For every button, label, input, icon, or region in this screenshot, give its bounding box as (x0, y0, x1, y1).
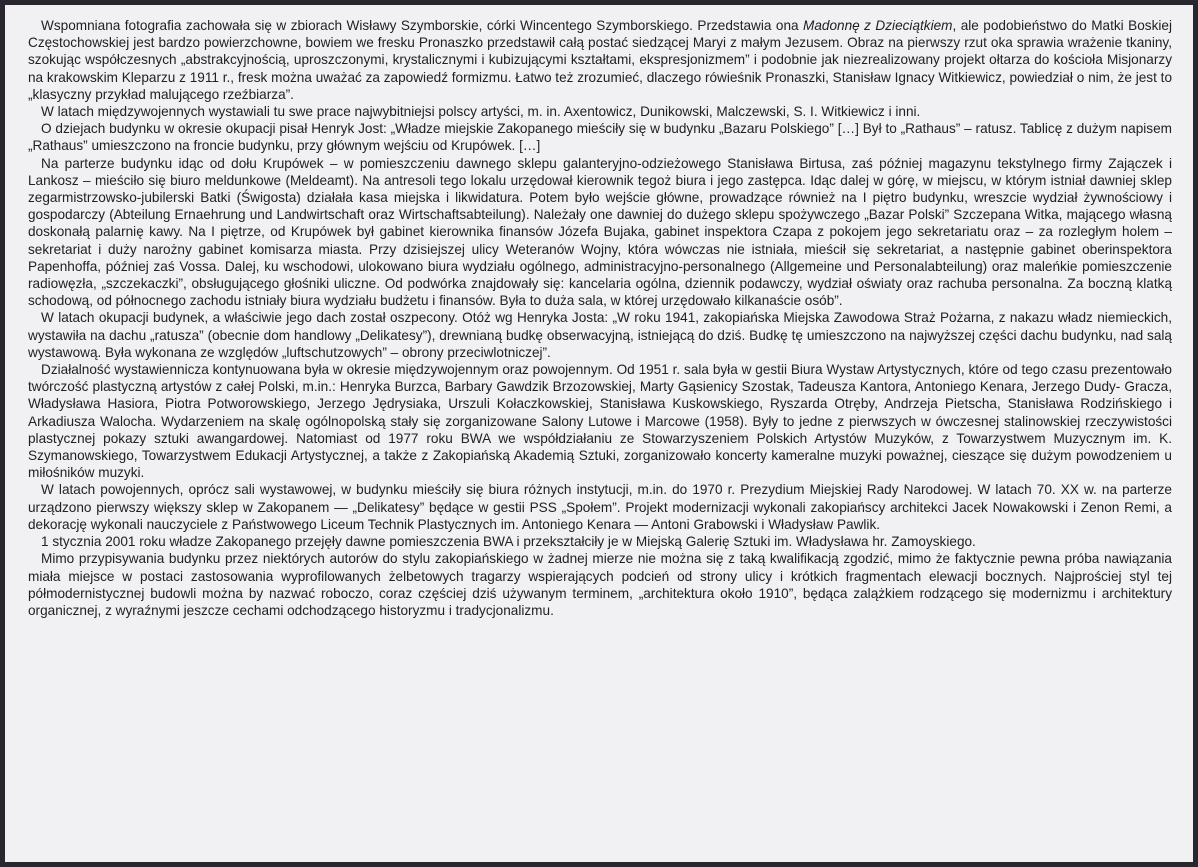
italic-title: Madonnę z Dzieciątkiem (803, 18, 953, 33)
paragraph-occupation-jost: O dziejach budynku w okresie okupacji pisał Henryk Jost: „Władze miejskie Zakopanego mieściły się w budynku „Bazaru Polskiego” […] Był to „Rathaus” – ratusz. Tablicę z dużym napisem „Rathaus” umieszczono na froncie budynku, przy głównym wejściu od Krupówek. […] (28, 121, 1172, 154)
paragraph-exhibitions: Działalność wystawiennicza kontynuowana była w okresie międzywojennym oraz powojennym. Od 1951 r. sala była w gestii Biura Wystaw Artystycznych, które od tego czasu prezentowało twórczość plastyczną artystów z całej Polski, m.in.: Henryka Burzca, Barbary Gawdzik Brzozowskiej, Marty Gąsienicy Szostak, Tadeusza Kantora, Antoniego Kenara, Jerzego Dudy- Gracza, Władysława Hasiora, Piotra Potworowskiego, Jerzego Jędrysiaka, Urszuli Kołaczkowskiej, Stanisława Kuskowskiego, Ryszarda Otręby, Andrzeja Pietscha, Stanisława Rodzińskiego i Arkadiusza Walocha. Wydarzeniem na skalę ogólnopolską stały się zorganizowane Salony Lutowe i Marcowe (1958). Były to jedne z pierwszych w ówczesnej stalinowskiej rzeczywistości plastycznej pokazy sztuki awangardowej. Natomiast od 1977 roku BWA we współdziałaniu ze Stowarzyszeniem Polskich Artystów Muzyków, z Towarzystwem Muzycznym im. K. Szymanowskiego, Towarzystwem Edukacji Artystycznej, a także z Zakopiańską Akademią Sztuki, zorganizowało koncerty kameralne muzyki poważnej, cieszące się dużym powodzeniem u miłośników muzyki. (28, 362, 1172, 481)
body-text (28, 17, 1172, 619)
scanned-page (5, 5, 1193, 862)
paragraph-text: Wspomniana fotografia zachowała się w zbiorach Wisławy Szymborskie, córki Wincentego Szymborskiego. Przedstawia ona (41, 18, 804, 33)
paragraph-interwar-artists: W latach międzywojennych wystawiali tu swe prace najwybitniejsi polscy artyści, m. in. Axentowicz, Dunikowski, Malczewski, S. I. Witkiewicz i inni. (41, 104, 921, 120)
paragraph-ground-floor: Na parterze budynku idąc od dołu Krupówek – w pomieszczeniu dawnego sklepu galanteryjno-odzieżowego Stanisława Birtusa, zaś później magazynu tekstylnego firmy Zajączek i Lankosz – mieściło się biuro meldunkowe (Meldeamt). Na antresoli tego lokalu urzędował kierownik tegoż biura i jego zastępca. Idąc dalej w górę, w miejscu, w którym istniał dawniej sklep zegarmistrzowsko-jubilerski Batki (Świgosta) działała kasa miejska i likwidatura. Potem było wejście główne, prowadzące również na I piętro budynku, wreszcie wydział żywnościowy i gospodarczy (Abteilung Ernaehrung und Landwirtschaft oraz Wirtschaftsabteilung). Należały one dawniej do dużego sklepu spożywczego „Bazar Polski” Szczepana Witka, mającego własną doskonałą palarnię kawy. Na I piętrze, od Krupówek był gabinet kierownika finansów Józefa Bujaka, gabinet inspektora Czapa z pokojem jego sekretariatu oraz – za rozległym holem – sekretariat i duży narożny gabinet komisarza miasta. Przy dzisiejszej ulicy Weteranów Wojny, która wówczas nie istniała, mieścił się sekretariat, a następnie gabinet oberinspektora Papenhoffa, później zaś Vossa. Dalej, ku wschodowi, ulokowano biura wydziału ogólnego, administracyjno-personalnego (Allgemeine und Personalabteilung) oraz maleńkie pomieszczenie radiowęzła, „szczekaczki”, obsługującego głośniki uliczne. Od podwórka znajdowały się: kancelaria ogólna, dziennik podawczy, wydział oświaty oraz rachuba personalna. Za boczną klatką schodową, od północnego zachodu istniały biura wydziału budżetu i finansów. Była to duża sala, w której urzędowało kilkanaście osób”. (28, 155, 1172, 309)
paragraph-text: , ale podobieństwo do Matki Boskiej Częstochowskiej jest bardzo powierzchowne, bowiem we fresku Pronaszko przedstawił całą postać siedzącej Maryi z małym Jezusem. Obraz na pierwszy rzut oka sprawia wrażenie tkaniny, szokując współczesnych „abstrakcyjnością, uproszczonymi, krystalicznymi i kubizującymi kształtami, ekspresjonizmem” i podobnie jak niezrealizowany projekt ołtarza do kościoła Misjonarzy na krakowskim Kleparzu z 1911 r., fresk można uważać za zapowiedź formizmu. Łatwo też zrozumieć, dlaczego rówieśnik Pronaszki, Stanisław Ignacy Witkiewicz, powiedział o nim, że jest to „klasyczny przykład malującego rzeźbiarza”. (28, 18, 1172, 102)
paragraph-fresco-photo (28, 17, 1172, 103)
paragraph-2001-gallery: 1 stycznia 2001 roku władze Zakopanego przejęły dawne pomieszczenia BWA i przekształciły je w Miejską Galerię Sztuki im. Władysława hr. Zamoyskiego. (41, 534, 976, 550)
paragraph-architecture-style: Mimo przypisywania budynku przez niektórych autorów do stylu zakopiańskiego w żadnej mierze nie można się z taką kwalifikacją zgodzić, mimo że faktycznie pewna próba nawiązania miała miejsce w postaci zastosowania wyprofilowanych żelbetowych tragarzy wspierających podcień od strony ulicy i krótkich fragmentach elewacji bocznych. Najprościej styl tej półmodernistycznej budowli można by nazwać roboczo, coraz częściej dziś używanym terminem, „architektura około 1910”, będąca zalążkiem rodzącego się modernizmu i architektury organicznej, z wyraźnymi jeszcze cechami odchodzącego historyzmu i tradycjonalizmu. (28, 551, 1172, 618)
paragraph-postwar: W latach powojennych, oprócz sali wystawowej, w budynku mieściły się biura różnych instytucji, m.in. do 1970 r. Prezydium Miejskiej Rady Narodowej. W latach 70. XX w. na parterze urządzono pierwszy większy sklep w Zakopanem — „Delikatesy” będące w gestii PSS „Społem”. Projekt modernizacji wykonali zakopiańscy architekci Jacek Nowakowski i Zenon Remi, a dekorację wykonali nauczyciele z Państwowego Liceum Technik Plastycznych im. Antoniego Kenara — Antoni Grabowski i Władysław Pawlik. (28, 482, 1172, 532)
paragraph-roof-booth: W latach okupacji budynek, a właściwie jego dach został oszpecony. Otóż wg Henryka Josta: „W roku 1941, zakopiańska Miejska Zawodowa Straż Pożarna, z nakazu władz niemieckich, wystawiła na dachu „ratusza” (obecnie dom handlowy „Delikatesy”), drewnianą budkę obserwacyjną, istniejącą do dziś. Budkę tę umieszczono na najwyższej części dachu budynku, nad salą wystawową. Była wykonana ze względów „luftschutzowych” – obrony przeciwlotniczej”. (28, 310, 1172, 360)
